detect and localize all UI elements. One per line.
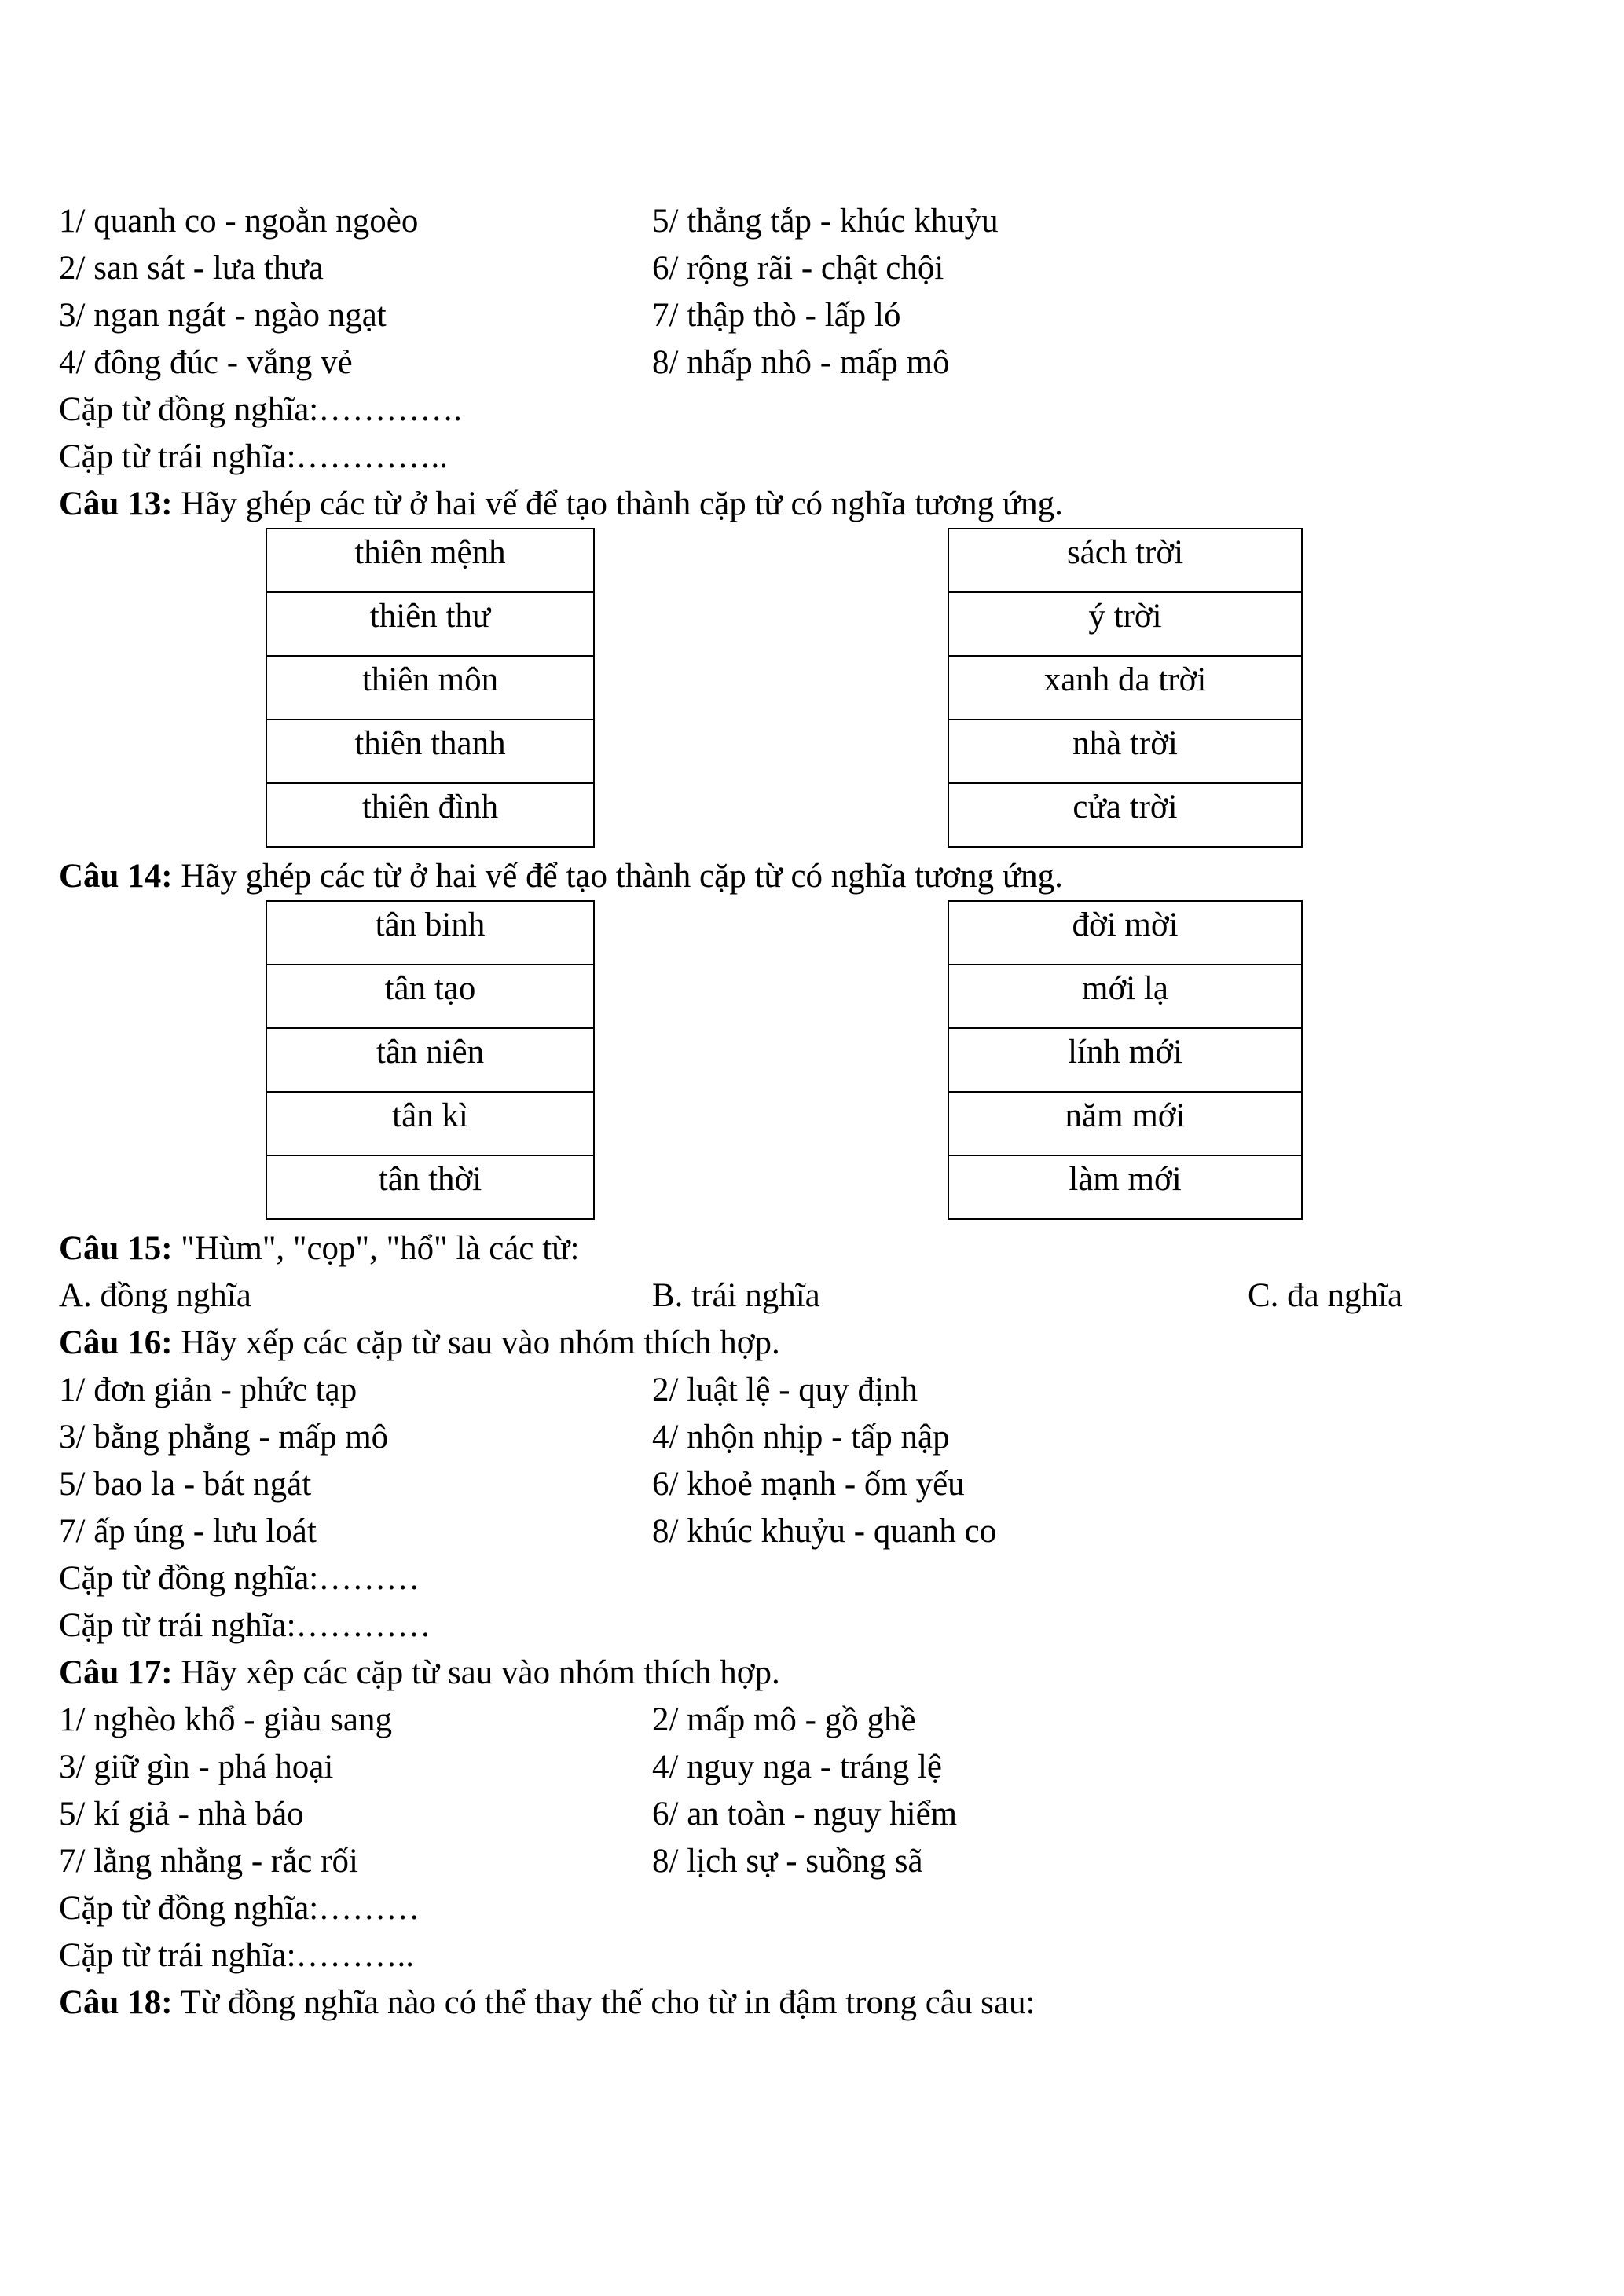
- table-cell: mới lạ: [948, 965, 1302, 1028]
- q13-left-table: [266, 528, 595, 848]
- table-cell: làm mới: [948, 1155, 1302, 1219]
- synonym-answer-line: Cặp từ đồng nghĩa:………: [59, 1890, 420, 1927]
- table-cell: tân tạo: [266, 965, 594, 1028]
- word-pair: 2/ san sát - lưa thưa: [59, 250, 324, 287]
- question-13: [59, 481, 1591, 528]
- question-15: [59, 1225, 1591, 1273]
- word-pair: 7/ lằng nhằng - rắc rối: [59, 1843, 358, 1880]
- synonym-answer-line: Cặp từ đồng nghĩa:………: [59, 1560, 420, 1597]
- q12-pairs: [59, 198, 1591, 386]
- question-label: Câu 18:: [59, 1984, 173, 2021]
- word-pair: 7/ thập thò - lấp ló: [652, 297, 901, 334]
- antonym-answer-line: Cặp từ trái nghĩa:…………..: [59, 438, 449, 475]
- question-16: [59, 1320, 1591, 1367]
- word-pair: 2/ luật lệ - quy định: [652, 1371, 918, 1408]
- question-text: "Hùm", "cọp", "hổ" là các từ:: [172, 1230, 580, 1267]
- word-pair: 5/ thẳng tắp - khúc khuỷu: [652, 203, 999, 240]
- word-pair: 3/ bằng phẳng - mấp mô: [59, 1419, 389, 1456]
- word-pair: 8/ lịch sự - suồng sã: [652, 1843, 923, 1880]
- word-pair: 6/ rộng rãi - chật chội: [652, 250, 944, 287]
- word-pair: 4/ nguy nga - tráng lệ: [652, 1749, 942, 1785]
- antonym-answer-line: Cặp từ trái nghĩa:………..: [59, 1937, 415, 1974]
- table-cell: lính mới: [948, 1028, 1302, 1092]
- word-pair: 6/ an toàn - nguy hiểm: [652, 1796, 958, 1833]
- option-b: B. trái nghĩa: [652, 1277, 820, 1314]
- antonym-answer-line: Cặp từ trái nghĩa:…………: [59, 1607, 431, 1644]
- option-a: A. đồng nghĩa: [59, 1277, 251, 1314]
- q13-matching-tables: [59, 528, 1591, 853]
- table-cell: tân thời: [266, 1155, 594, 1219]
- table-cell: tân binh: [266, 901, 594, 965]
- question-label: Câu 15:: [59, 1230, 173, 1267]
- question-label: Câu 14:: [59, 858, 173, 895]
- table-cell: tân kì: [266, 1092, 594, 1155]
- q13-right-table: [948, 528, 1303, 848]
- table-cell: cửa trời: [948, 783, 1302, 847]
- option-c: C. đa nghĩa: [1248, 1277, 1403, 1314]
- word-pair: 4/ nhộn nhịp - tấp nập: [652, 1419, 950, 1456]
- table-cell: sách trời: [948, 529, 1302, 592]
- word-pair: 4/ đông đúc - vắng vẻ: [59, 344, 353, 381]
- q14-matching-tables: [59, 900, 1591, 1225]
- question-text: Từ đồng nghĩa nào có thể thay thế cho từ in đậm trong câu sau:: [172, 1984, 1036, 2021]
- question-text: Hãy xếp các cặp từ sau vào nhóm thích hợp.: [172, 1324, 780, 1361]
- question-text: Hãy xêp các cặp từ sau vào nhóm thích hợp.: [172, 1654, 780, 1691]
- question-18: [59, 1979, 1591, 2027]
- word-pair: 8/ nhấp nhô - mấp mô: [652, 344, 950, 381]
- table-cell: thiên thư: [266, 592, 594, 656]
- word-pair: 5/ kí giả - nhà báo: [59, 1796, 304, 1833]
- word-pair: 5/ bao la - bát ngát: [59, 1466, 312, 1503]
- worksheet-content: [59, 198, 1591, 2027]
- table-cell: xanh da trời: [948, 656, 1302, 720]
- question-label: Câu 17:: [59, 1654, 173, 1691]
- word-pair: 2/ mấp mô - gồ ghề: [652, 1701, 916, 1738]
- word-pair: 1/ đơn giản - phức tạp: [59, 1371, 357, 1408]
- question-14: [59, 853, 1591, 900]
- word-pair: 3/ giữ gìn - phá hoại: [59, 1749, 334, 1785]
- question-17: [59, 1650, 1591, 1697]
- table-cell: ý trời: [948, 592, 1302, 656]
- table-cell: thiên thanh: [266, 720, 594, 783]
- word-pair: 7/ ấp úng - lưu loát: [59, 1513, 317, 1550]
- q17-pairs: [59, 1697, 1591, 1885]
- word-pair: 6/ khoẻ mạnh - ốm yếu: [652, 1466, 965, 1503]
- table-cell: nhà trời: [948, 720, 1302, 783]
- table-cell: thiên mệnh: [266, 529, 594, 592]
- table-cell: đời mời: [948, 901, 1302, 965]
- question-text: Hãy ghép các từ ở hai vế để tạo thành cặp từ có nghĩa tương ứng.: [172, 858, 1063, 895]
- question-label: Câu 16:: [59, 1324, 173, 1361]
- word-pair: 3/ ngan ngát - ngào ngạt: [59, 297, 387, 334]
- synonym-answer-line: Cặp từ đồng nghĩa:………….: [59, 391, 462, 428]
- question-label: Câu 13:: [59, 485, 173, 522]
- q15-options: [59, 1273, 1591, 1320]
- word-pair: 1/ nghèo khổ - giàu sang: [59, 1701, 392, 1738]
- q14-left-table: [266, 900, 595, 1220]
- word-pair: 1/ quanh co - ngoằn ngoèo: [59, 203, 419, 240]
- table-cell: tân niên: [266, 1028, 594, 1092]
- table-cell: thiên môn: [266, 656, 594, 720]
- table-cell: năm mới: [948, 1092, 1302, 1155]
- question-text: Hãy ghép các từ ở hai vế để tạo thành cặp từ có nghĩa tương ứng.: [172, 485, 1063, 522]
- q14-right-table: [948, 900, 1303, 1220]
- q16-pairs: [59, 1367, 1591, 1555]
- table-cell: thiên đình: [266, 783, 594, 847]
- word-pair: 8/ khúc khuỷu - quanh co: [652, 1513, 997, 1550]
